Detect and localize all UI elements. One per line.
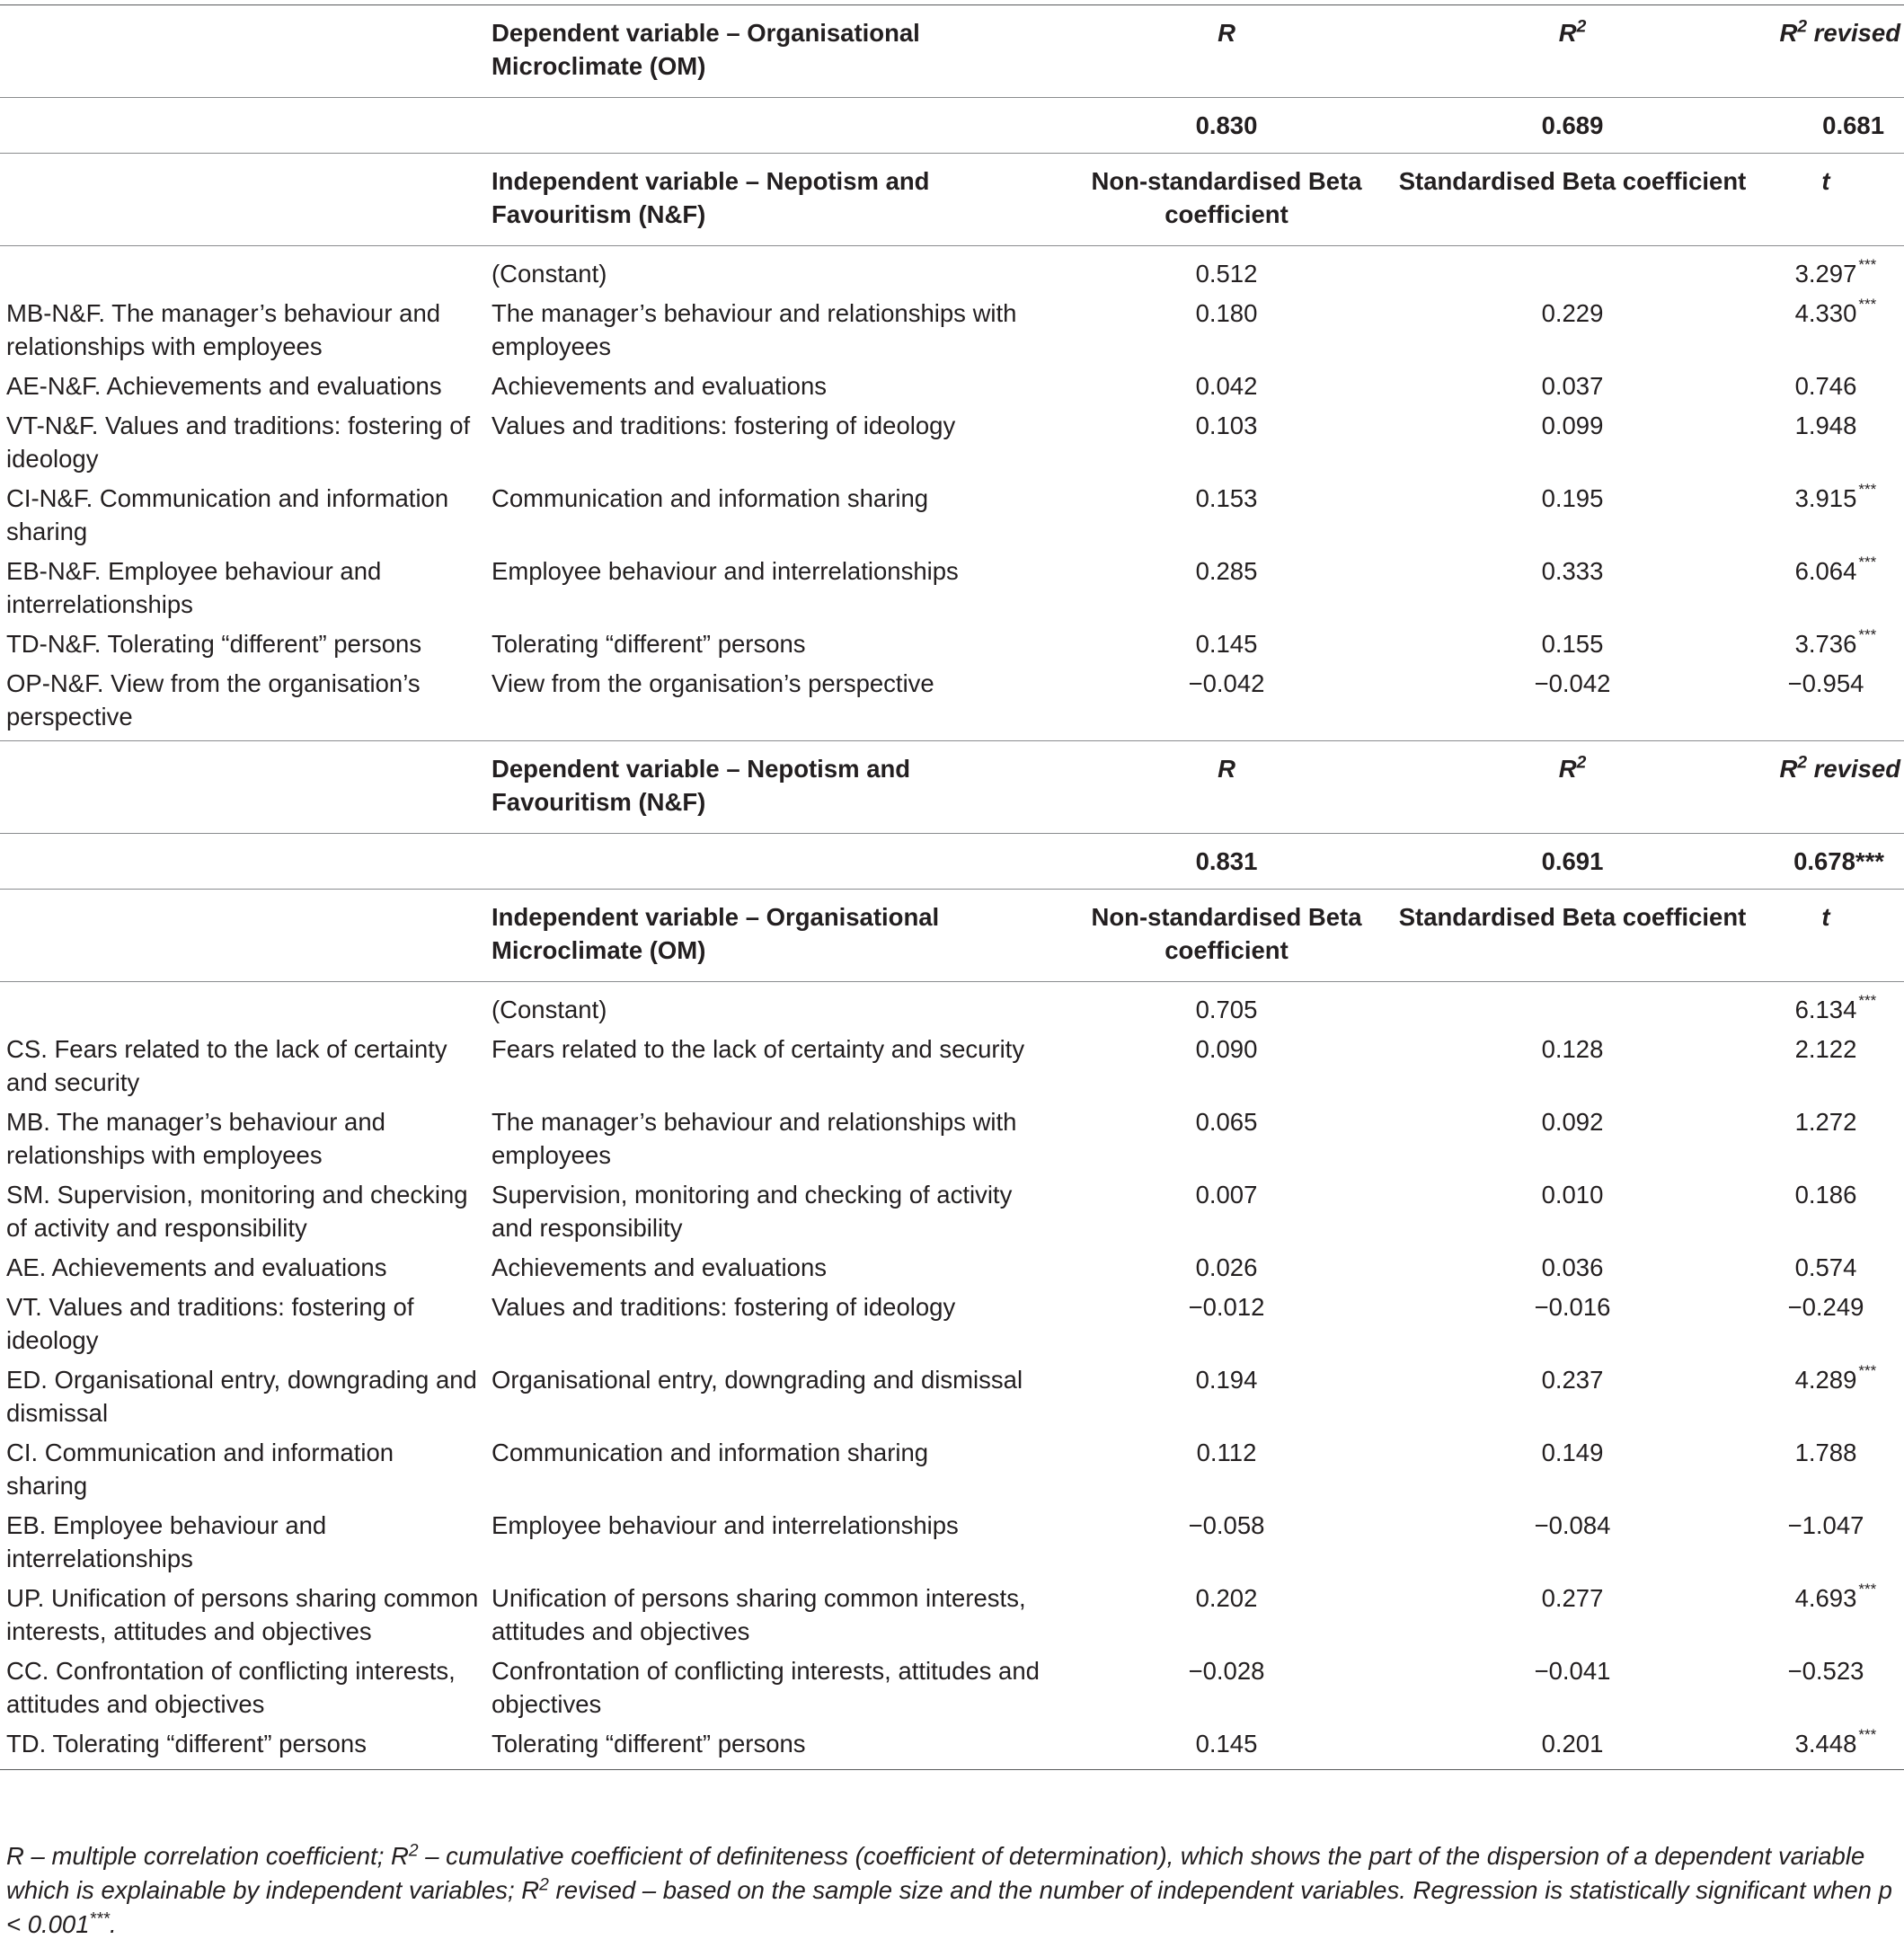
dependent-variable-label: Dependent variable – Nepotism and Favouritism (N&F) <box>481 741 1056 834</box>
nonstd-beta-value: 0.145 <box>1056 1727 1397 1770</box>
variable-name: Organisational entry, downgrading and dismissal <box>491 1366 1023 1394</box>
std-beta-value: −0.042 <box>1397 667 1748 741</box>
nonstd-beta-header: Non-standardised Beta coefficient <box>1056 890 1397 982</box>
t-value: 0.574 <box>1794 1253 1857 1281</box>
nonstd-beta-value: 0.285 <box>1195 557 1258 585</box>
r2-header <box>1397 5 1748 98</box>
nonstd-beta-value: 0.112 <box>1196 1439 1257 1466</box>
table-row <box>0 409 1904 482</box>
nonstd-beta-value: 0.705 <box>1195 996 1258 1023</box>
r2-revised-value: 0.681 <box>1748 98 1904 154</box>
t-value-cell <box>1748 1727 1904 1770</box>
t-value: 4.330 <box>1794 299 1857 327</box>
empty-cell <box>0 154 481 246</box>
std-beta-value: −0.041 <box>1534 1657 1611 1685</box>
r2rev-header-base: R <box>1779 19 1798 47</box>
t-value-wrap <box>1788 1654 1864 1687</box>
nonstd-beta-value: 0.512 <box>1195 260 1258 288</box>
t-value-cell <box>1748 409 1904 482</box>
t-value: −0.523 <box>1787 1657 1864 1685</box>
std-beta-value: 0.229 <box>1541 299 1604 327</box>
std-beta-value <box>1397 982 1748 1033</box>
t-value-wrap <box>1795 1436 1857 1469</box>
note-superscript: *** <box>89 1909 111 1929</box>
note-text: . <box>110 1910 117 1938</box>
note-r-symbol: R <box>521 1876 540 1904</box>
row-label: UP. Unification of persons sharing common interests, attitudes and objectives <box>6 1584 479 1645</box>
t-value-wrap <box>1794 1362 1877 1396</box>
significance-stars: *** <box>1858 992 1877 1009</box>
t-value-cell <box>1748 627 1904 667</box>
r2rev-header-suffix: revised <box>1807 755 1900 783</box>
significance-stars: *** <box>1858 626 1877 643</box>
nonstd-beta-value: 0.180 <box>1195 299 1258 327</box>
r-value: 0.830 <box>1056 98 1397 154</box>
variable-name: Values and traditions: fostering of ideology <box>491 412 956 439</box>
significance-stars: *** <box>1858 256 1877 273</box>
r2rev-header-sup: 2 <box>1797 17 1808 37</box>
nonstd-beta-value: 0.026 <box>1195 1253 1258 1281</box>
t-value-cell <box>1748 1654 1904 1727</box>
t-value: 4.289 <box>1794 1366 1857 1394</box>
variable-name: View from the organisation’s perspective <box>481 667 1056 741</box>
nonstd-beta-value: 0.042 <box>1195 372 1258 400</box>
t-value-wrap <box>1795 1251 1857 1284</box>
nonstd-beta-value: 0.103 <box>1195 412 1258 439</box>
r2rev-header-suffix: revised <box>1807 19 1900 47</box>
significance-stars: *** <box>1858 1362 1877 1379</box>
row-label: AE-N&F. Achievements and evaluations <box>6 372 442 400</box>
empty-cell <box>481 98 1056 154</box>
t-value-wrap <box>1795 1032 1857 1066</box>
row-label: MB-N&F. The manager’s behaviour and relationships with employees <box>6 299 441 360</box>
nonstd-beta-value: −0.012 <box>1188 1293 1265 1321</box>
empty-cell <box>0 5 481 98</box>
dependent-header-row <box>0 5 1904 98</box>
t-value: 6.064 <box>1794 557 1857 585</box>
r-header <box>1056 741 1397 834</box>
variable-name: (Constant) <box>491 996 607 1023</box>
t-value-wrap <box>1794 256 1877 290</box>
row-label <box>0 982 481 1033</box>
nonstd-beta-header: Non-standardised Beta coefficient <box>1056 154 1397 246</box>
r2rev-header-sup: 2 <box>1797 753 1808 773</box>
t-value-cell <box>1748 246 1904 297</box>
t-value-cell <box>1748 1290 1904 1363</box>
variable-name: Communication and information sharing <box>491 484 929 512</box>
std-beta-value: 0.092 <box>1541 1108 1604 1136</box>
t-value: 0.746 <box>1794 372 1857 400</box>
table-row <box>0 982 1904 1033</box>
note-text: – cumulative coefficient of definiteness (coefficient of determination), which shows the part of the dispersion of a dependent variable which is explainable by independent variables; <box>6 1842 1865 1904</box>
section-nf-dependent <box>0 741 1904 1770</box>
t-value: 6.134 <box>1794 996 1857 1023</box>
t-value-cell <box>1748 369 1904 409</box>
variable-name: Achievements and evaluations <box>491 1253 828 1281</box>
independent-header-row <box>0 890 1904 982</box>
empty-cell <box>0 741 481 834</box>
table-row <box>0 1654 1904 1727</box>
std-beta-value: −0.084 <box>1534 1511 1611 1539</box>
note-r-symbol: R <box>6 1842 24 1870</box>
std-beta-value <box>1397 246 1748 297</box>
empty-cell <box>0 834 481 890</box>
empty-cell <box>0 890 481 982</box>
nonstd-beta-value: 0.194 <box>1195 1366 1258 1394</box>
nonstd-beta-value: 0.153 <box>1195 484 1258 512</box>
variable-name: Employee behaviour and interrelationships <box>491 557 959 585</box>
row-label: CC. Confrontation of conflicting interests, attitudes and objectives <box>6 1657 456 1718</box>
nonstd-beta-value: 0.202 <box>1195 1584 1258 1612</box>
row-label: CI-N&F. Communication and information sharing <box>6 484 449 545</box>
row-label: AE. Achievements and evaluations <box>6 1253 387 1281</box>
nonstd-beta-value: 0.065 <box>1195 1108 1258 1136</box>
r-header <box>1056 5 1397 98</box>
table-row <box>0 627 1904 667</box>
nonstd-beta-value: −0.042 <box>1056 667 1397 741</box>
nonstd-beta-value: 0.090 <box>1195 1035 1258 1063</box>
t-value-wrap <box>1788 1509 1864 1542</box>
section-om-dependent <box>0 5 1904 741</box>
t-value-cell <box>1748 1105 1904 1178</box>
std-beta-value: 0.149 <box>1541 1439 1604 1466</box>
row-label: TD-N&F. Tolerating “different” persons <box>6 630 422 658</box>
t-value: 1.272 <box>1794 1108 1857 1136</box>
t-value: −0.249 <box>1787 1293 1864 1321</box>
t-value-wrap <box>1794 553 1877 588</box>
t-value: −1.047 <box>1787 1511 1864 1539</box>
nonstd-beta-value: −0.028 <box>1188 1657 1265 1685</box>
t-value: 3.448 <box>1794 1730 1857 1758</box>
row-label: OP-N&F. View from the organisation’s perspective <box>0 667 481 741</box>
table-row <box>0 1727 1904 1770</box>
table-row <box>0 1105 1904 1178</box>
variable-name: Tolerating “different” persons <box>491 630 806 658</box>
r2-header-base: R <box>1558 19 1577 47</box>
t-value-cell <box>1748 554 1904 627</box>
t-value-cell <box>1748 1032 1904 1105</box>
variable-name: Values and traditions: fostering of ideology <box>491 1293 956 1321</box>
t-value-wrap <box>1795 1105 1857 1138</box>
std-beta-value: 0.036 <box>1541 1253 1604 1281</box>
variable-name: (Constant) <box>491 260 607 288</box>
t-value: 3.915 <box>1794 484 1857 512</box>
r-value: 0.831 <box>1056 834 1397 890</box>
significance-stars: *** <box>1858 481 1877 498</box>
r2-revised-header <box>1748 5 1904 98</box>
table-footnote <box>6 1839 1898 1942</box>
t-value-cell <box>1748 297 1904 369</box>
t-value-cell <box>1748 1251 1904 1290</box>
r2-header-sup: 2 <box>1576 753 1587 773</box>
r2-header-base: R <box>1558 755 1577 783</box>
note-text: revised – based on the sample size and the number of independent variables. Regression is statistically significant when p < 0.001 <box>6 1876 1892 1938</box>
t-value-cell <box>1748 1436 1904 1509</box>
t-value-cell <box>1748 1581 1904 1654</box>
std-beta-value: 0.237 <box>1541 1366 1604 1394</box>
significance-stars: *** <box>1858 553 1877 571</box>
t-value-wrap <box>1794 296 1877 330</box>
std-beta-header: Standardised Beta coefficient <box>1397 154 1748 246</box>
row-label: CS. Fears related to the lack of certainty and security <box>6 1035 447 1096</box>
t-value: 3.297 <box>1794 260 1857 288</box>
std-beta-value: 0.195 <box>1541 484 1604 512</box>
nonstd-beta-value: 0.145 <box>1195 630 1258 658</box>
std-beta-value: 0.201 <box>1397 1727 1748 1770</box>
significance-stars: *** <box>1858 296 1877 313</box>
t-value-cell <box>1748 482 1904 554</box>
regression-table <box>0 4 1904 1770</box>
empty-cell <box>0 98 481 154</box>
r-header-text: R <box>1218 755 1235 783</box>
dependent-variable-label: Dependent variable – Organisational Microclimate (OM) <box>481 5 1056 98</box>
table-row <box>0 554 1904 627</box>
t-value-wrap <box>1788 667 1864 700</box>
variable-name: Supervision, monitoring and checking of activity and responsibility <box>491 1181 1013 1242</box>
t-value-cell <box>1748 1178 1904 1251</box>
row-label: EB. Employee behaviour and interrelationships <box>6 1511 327 1572</box>
t-value-wrap <box>1794 481 1877 515</box>
row-label: MB. The manager’s behaviour and relationships with employees <box>6 1108 385 1169</box>
note-text: – multiple correlation coefficient; <box>23 1842 391 1870</box>
t-value-cell <box>1748 1509 1904 1581</box>
variable-name: Confrontation of conflicting interests, attitudes and objectives <box>491 1657 1040 1718</box>
table-row <box>0 667 1904 741</box>
t-value: 4.693 <box>1794 1584 1857 1612</box>
variable-name: Achievements and evaluations <box>491 372 828 400</box>
t-value: −0.954 <box>1787 669 1864 697</box>
r2-revised-value: 0.678*** <box>1748 834 1904 890</box>
significance-stars: *** <box>1858 1581 1877 1598</box>
row-label: ED. Organisational entry, downgrading and dismissal <box>6 1366 477 1427</box>
t-value-wrap <box>1788 1290 1864 1324</box>
table-row <box>0 482 1904 554</box>
row-label: SM. Supervision, monitoring and checking of activity and responsibility <box>6 1181 468 1242</box>
dependent-header-row <box>0 741 1904 834</box>
t-header: t <box>1748 890 1904 982</box>
t-value: 1.788 <box>1794 1439 1857 1466</box>
std-beta-value: 0.099 <box>1541 412 1604 439</box>
table-row <box>0 1290 1904 1363</box>
independent-variable-label: Independent variable – Nepotism and Favouritism (N&F) <box>481 154 1056 246</box>
variable-name: Unification of persons sharing common interests, attitudes and objectives <box>491 1584 1026 1645</box>
row-label: VT. Values and traditions: fostering of ideology <box>6 1293 414 1354</box>
note-superscript: 2 <box>408 1841 419 1861</box>
t-value-cell <box>1748 982 1904 1033</box>
t-value: 1.948 <box>1794 412 1857 439</box>
row-label: VT-N&F. Values and traditions: fostering of ideology <box>6 412 471 473</box>
independent-variable-label: Independent variable – Organisational Microclimate (OM) <box>481 890 1056 982</box>
t-value: 0.186 <box>1794 1181 1857 1209</box>
row-label <box>0 246 481 297</box>
t-value-wrap <box>1795 1178 1857 1211</box>
row-label: CI. Communication and information sharing <box>6 1439 394 1500</box>
significance-stars: *** <box>1858 1726 1877 1743</box>
table-row <box>0 1032 1904 1105</box>
t-value-wrap <box>1794 1581 1877 1615</box>
std-beta-header: Standardised Beta coefficient <box>1397 890 1748 982</box>
std-beta-value: 0.333 <box>1541 557 1604 585</box>
r2-revised-header <box>1748 741 1904 834</box>
variable-name: Employee behaviour and interrelationships <box>491 1511 959 1539</box>
r2rev-header-base: R <box>1779 755 1798 783</box>
variable-name: The manager’s behaviour and relationships with employees <box>491 299 1017 360</box>
r2-header <box>1397 741 1748 834</box>
t-value-cell <box>1748 667 1904 741</box>
nonstd-beta-value: 0.007 <box>1195 1181 1258 1209</box>
t-value: 3.736 <box>1794 630 1857 658</box>
r2-value: 0.691 <box>1397 834 1748 890</box>
variable-name: Communication and information sharing <box>491 1439 929 1466</box>
row-label: EB-N&F. Employee behaviour and interrelationships <box>6 557 382 618</box>
table-row <box>0 1509 1904 1581</box>
t-header: t <box>1748 154 1904 246</box>
t-value-wrap <box>1795 369 1857 403</box>
r-header-text: R <box>1218 19 1235 47</box>
note-r-symbol: R <box>390 1842 409 1870</box>
table-row <box>0 1363 1904 1436</box>
model-stats-row <box>0 98 1904 154</box>
model-stats-row <box>0 834 1904 890</box>
table-row <box>0 1251 1904 1290</box>
variable-name: Fears related to the lack of certainty and security <box>491 1035 1025 1063</box>
table-row <box>0 1178 1904 1251</box>
std-beta-value: 0.128 <box>1541 1035 1604 1063</box>
table-row <box>0 246 1904 297</box>
std-beta-value: 0.037 <box>1541 372 1604 400</box>
table-row <box>0 1436 1904 1509</box>
empty-cell <box>481 834 1056 890</box>
std-beta-value: 0.010 <box>1541 1181 1604 1209</box>
r2-value: 0.689 <box>1397 98 1748 154</box>
t-value-wrap <box>1794 992 1877 1026</box>
independent-header-row <box>0 154 1904 246</box>
variable-name: The manager’s behaviour and relationships with employees <box>491 1108 1017 1169</box>
table-row <box>0 297 1904 369</box>
t-value-wrap <box>1794 626 1877 660</box>
table-row <box>0 1581 1904 1654</box>
t-value-cell <box>1748 1363 1904 1436</box>
note-superscript: 2 <box>539 1875 549 1895</box>
std-beta-value: −0.016 <box>1534 1293 1611 1321</box>
row-label: TD. Tolerating “different” persons <box>0 1727 481 1770</box>
std-beta-value: 0.277 <box>1541 1584 1604 1612</box>
variable-name: Tolerating “different” persons <box>481 1727 1056 1770</box>
r2-header-sup: 2 <box>1576 17 1587 37</box>
t-value-wrap <box>1794 1726 1877 1760</box>
std-beta-value: 0.155 <box>1541 630 1604 658</box>
nonstd-beta-value: −0.058 <box>1188 1511 1265 1539</box>
t-value: 2.122 <box>1794 1035 1857 1063</box>
t-value-wrap <box>1795 409 1857 442</box>
table-row <box>0 369 1904 409</box>
